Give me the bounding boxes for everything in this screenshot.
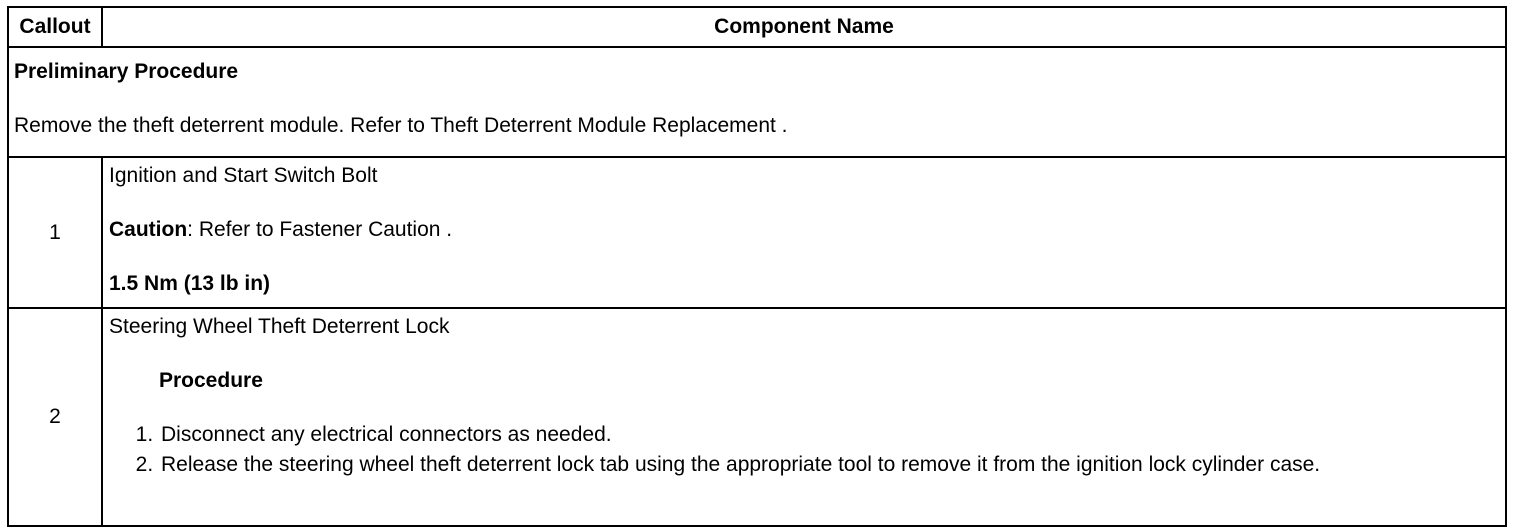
caution-line	[109, 215, 1499, 245]
callout-number: 2	[8, 308, 102, 526]
component-name: Steering Wheel Theft Deterrent Lock	[109, 315, 450, 338]
caution-text: : Refer to Fastener Caution .	[187, 218, 453, 241]
preliminary-title: Preliminary Procedure	[14, 60, 239, 83]
preliminary-row	[8, 47, 1506, 157]
callout-header: Callout	[8, 7, 102, 47]
procedure-step: 2. Release the steering wheel theft deterrent lock tab using the appropriate tool to remove it from the ignition lock cylinder case.	[159, 450, 1499, 480]
header-row	[8, 7, 1506, 47]
torque-spec: 1.5 Nm (13 lb in)	[109, 272, 271, 295]
caution-label: Caution	[109, 218, 188, 241]
component-name-header: Component Name	[102, 7, 1506, 47]
component-table	[7, 6, 1507, 527]
procedure-step: 1. Disconnect any electrical connectors as needed.	[159, 420, 1499, 450]
table-row	[8, 157, 1506, 308]
component-cell	[102, 157, 1506, 308]
component-name: Ignition and Start Switch Bolt	[109, 164, 378, 187]
component-cell	[102, 308, 1506, 526]
preliminary-text: Remove the theft deterrent module. Refer to Theft Deterrent Module Replacement .	[14, 114, 788, 137]
procedure-title: Procedure	[159, 369, 263, 392]
procedure-steps	[109, 420, 1499, 480]
preliminary-cell	[8, 47, 1506, 157]
callout-number: 1	[8, 157, 102, 308]
table-row	[8, 308, 1506, 526]
